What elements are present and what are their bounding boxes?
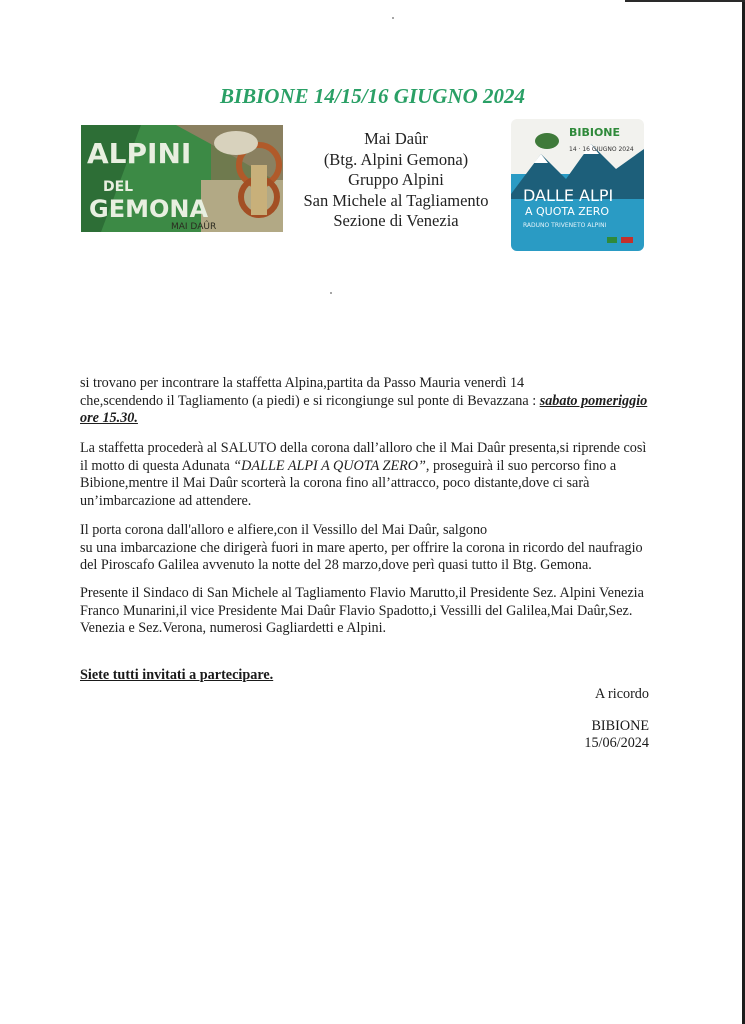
header-line: (Btg. Alpini Gemona) [323, 149, 469, 169]
invitation-line: Siete tutti invitati a partecipare. [80, 667, 274, 683]
alpini-gemona-logo-art [81, 125, 283, 232]
paragraph-meeting [80, 375, 660, 428]
svg-text:A QUOTA ZERO: A QUOTA ZERO [525, 205, 610, 218]
header-line: San Michele al Tagliamento [303, 190, 489, 210]
header-line: Gruppo Alpini [348, 170, 444, 189]
scan-speck [330, 292, 332, 294]
emphasis-time: ore 15.30. [80, 410, 138, 427]
text-line: su una imbarcazione che dirigerà fuori in mare aperto, per offrire la corona in ricordo del naufragio [80, 539, 643, 556]
svg-text:BIBIONE: BIBIONE [569, 126, 621, 139]
header-line: Sezione di Venezia [333, 211, 459, 230]
closing-place: BIBIONE [591, 718, 649, 734]
svg-text:RADUNO TRIVENETO ALPINI: RADUNO TRIVENETO ALPINI [523, 222, 607, 229]
svg-text:DALLE ALPI: DALLE ALPI [523, 186, 614, 205]
motto-quote: “DALLE ALPI A QUOTA ZERO” [233, 457, 426, 474]
text-line: del Piroscafo Galilea avvenuto la notte del 28 marzo,dove perì quasi tutto il Btg. Gemona. [80, 557, 592, 574]
closing-date: 15/06/2024 [584, 735, 649, 751]
text-span: , proseguirà il suo percorso fino a [425, 457, 617, 474]
bibione-2024-logo [511, 119, 644, 251]
text-line: Franco Munarini,il vice Presidente Mai Daûr Flavio Spadotto,i Vessilli del Galilea,Mai Daûr,Sez. [80, 602, 633, 619]
scan-speck [392, 17, 394, 19]
text-line: Venezia e Sez.Verona, numerosi Gagliardetti e Alpini. [80, 620, 387, 637]
svg-text:MAI DAÛR: MAI DAÛR [171, 222, 217, 232]
paragraph-boat [80, 522, 660, 575]
text-span: il motto di questa Adunata [80, 457, 234, 474]
text-line: Presente il Sindaco di San Michele al Tagliamento Flavio Marutto,il Presidente Sez. Alpini Venezia [80, 585, 644, 601]
scan-edge-top [625, 0, 745, 2]
organization-header [282, 129, 510, 232]
paragraph-salute [80, 440, 660, 510]
alpini-gemona-logo [81, 125, 283, 232]
bibione-2024-logo-art [511, 119, 644, 251]
svg-text:DEL: DEL [103, 179, 134, 195]
header-line: Mai Daûr [364, 129, 428, 148]
text-line: Bibione,mentre il Mai Daûr scorterà la corona fino all’attracco, poco distante,dove ci sarà [80, 475, 590, 492]
emphasis-time: sabato pomeriggio [539, 392, 648, 409]
text-span: che,scendendo il Tagliamento (a piedi) e si ricongiunge sul ponte di Bevazzana : [80, 392, 540, 409]
text-line [80, 458, 660, 476]
svg-text:ALPINI: ALPINI [87, 137, 192, 170]
closing-aricordo: A ricordo [595, 686, 649, 702]
svg-text:GEMONA: GEMONA [89, 195, 209, 223]
text-line: un’imbarcazione ad attendere. [80, 492, 252, 509]
svg-text:14 · 16 GIUGNO 2024: 14 · 16 GIUGNO 2024 [569, 146, 634, 153]
paragraph-attendees [80, 585, 660, 638]
text-line: si trovano per incontrare la staffetta Alpina,partita da Passo Mauria venerdì 14 [80, 375, 525, 391]
text-line: Il porta corona dall'alloro e alfiere,con il Vessillo del Mai Daûr, salgono [80, 522, 488, 538]
text-line [80, 393, 660, 411]
document-title: BIBIONE 14/15/16 GIUGNO 2024 [219, 84, 526, 108]
text-line: La staffetta procederà al SALUTO della corona dall’alloro che il Mai Daûr presenta,si riprende così [80, 440, 647, 456]
